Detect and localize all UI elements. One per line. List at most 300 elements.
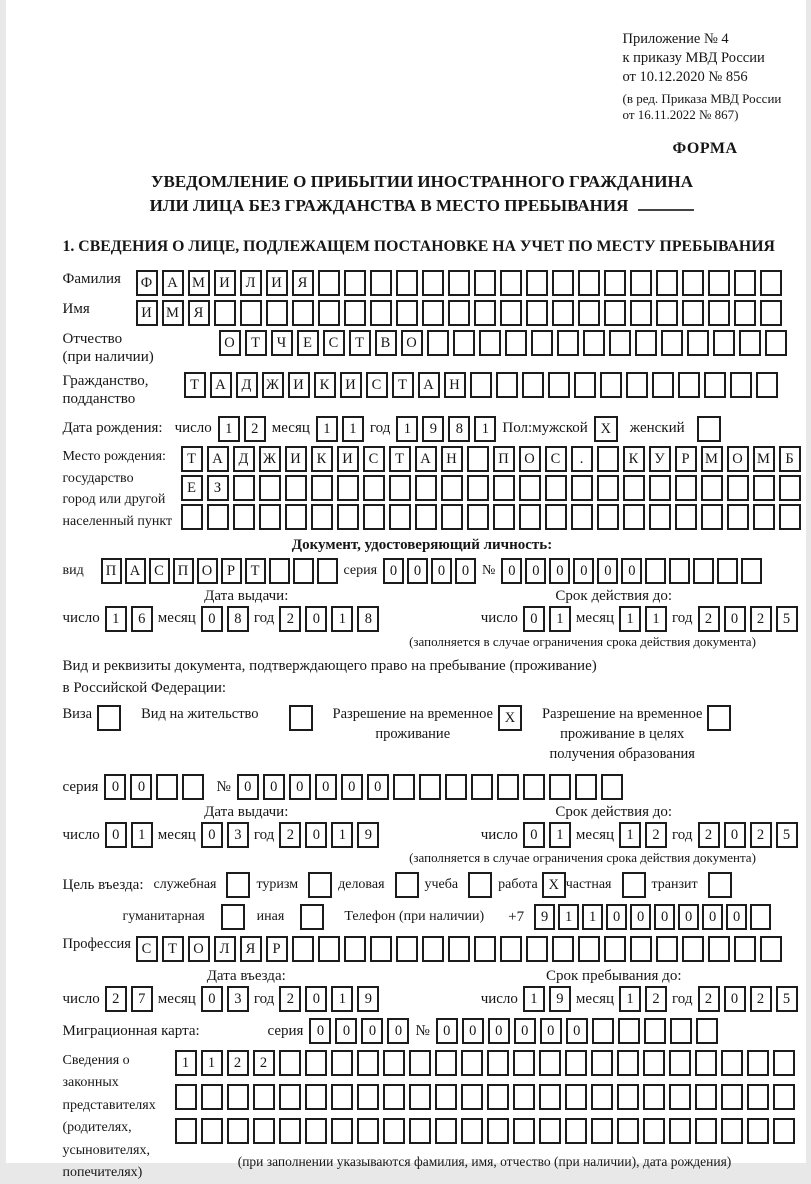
char-box[interactable]: Д [236,372,258,398]
temp-residence-checkbox[interactable]: X [498,705,522,731]
char-box[interactable] [701,475,723,501]
char-box[interactable] [696,1018,718,1044]
char-box[interactable] [600,372,622,398]
char-box[interactable]: 1 [582,904,603,930]
char-box[interactable] [592,1018,614,1044]
char-box[interactable]: 0 [289,774,311,800]
char-box[interactable] [448,936,470,962]
char-box[interactable]: Б [779,446,801,472]
char-box[interactable] [747,1050,769,1076]
char-box[interactable] [773,1118,795,1144]
char-box[interactable]: 1 [316,416,338,442]
char-box[interactable]: Р [221,558,242,584]
char-box[interactable] [496,372,518,398]
char-box[interactable] [519,504,541,530]
char-box[interactable] [467,446,489,472]
char-box[interactable] [311,475,333,501]
char-box[interactable] [630,936,652,962]
char-box[interactable] [727,504,749,530]
char-box[interactable] [565,1084,587,1110]
char-box[interactable] [583,330,605,356]
char-box[interactable] [708,300,730,326]
char-box[interactable] [635,330,657,356]
char-box[interactable] [279,1084,301,1110]
char-box[interactable] [741,558,762,584]
char-box[interactable]: 0 [525,558,546,584]
purpose-transit-checkbox[interactable] [708,872,732,898]
char-box[interactable] [717,558,738,584]
char-box[interactable]: Д [233,446,255,472]
char-box[interactable] [695,1084,717,1110]
char-box[interactable] [383,1084,405,1110]
char-box[interactable]: 1 [331,822,353,848]
char-box[interactable]: 0 [201,822,223,848]
char-box[interactable] [578,270,600,296]
char-box[interactable] [597,504,619,530]
char-box[interactable]: З [207,475,229,501]
char-box[interactable]: 9 [534,904,555,930]
char-box[interactable]: 1 [342,416,364,442]
char-box[interactable] [467,475,489,501]
char-box[interactable] [526,300,548,326]
char-box[interactable] [721,1118,743,1144]
char-box[interactable]: Е [297,330,319,356]
char-box[interactable] [565,1050,587,1076]
char-box[interactable]: О [519,446,541,472]
char-box[interactable]: 0 [724,986,746,1012]
char-box[interactable]: Я [188,300,210,326]
char-box[interactable] [448,300,470,326]
visa-checkbox[interactable] [97,705,121,731]
char-box[interactable] [626,372,648,398]
char-box[interactable] [331,1118,353,1144]
char-box[interactable]: 5 [776,822,798,848]
char-box[interactable] [493,504,515,530]
char-box[interactable]: Я [292,270,314,296]
char-box[interactable]: И [285,446,307,472]
char-box[interactable] [370,270,392,296]
char-box[interactable] [747,1118,769,1144]
char-box[interactable] [214,300,236,326]
char-box[interactable] [435,1084,457,1110]
char-box[interactable]: 0 [309,1018,331,1044]
char-box[interactable] [292,936,314,962]
char-box[interactable] [474,936,496,962]
char-box[interactable] [617,1118,639,1144]
char-box[interactable] [756,372,778,398]
char-box[interactable]: 1 [549,822,571,848]
char-box[interactable] [591,1050,613,1076]
char-box[interactable]: 0 [621,558,642,584]
char-box[interactable] [285,504,307,530]
char-box[interactable] [240,300,262,326]
char-box[interactable] [604,936,626,962]
char-box[interactable] [675,504,697,530]
char-box[interactable]: 3 [227,986,249,1012]
char-box[interactable] [285,475,307,501]
char-box[interactable]: И [266,270,288,296]
char-box[interactable] [409,1084,431,1110]
char-box[interactable] [617,1084,639,1110]
char-box[interactable]: 0 [387,1018,409,1044]
char-box[interactable]: 0 [341,774,363,800]
char-box[interactable]: 0 [104,774,126,800]
char-box[interactable]: 0 [305,606,327,632]
char-box[interactable] [409,1118,431,1144]
char-box[interactable] [453,330,475,356]
char-box[interactable] [422,270,444,296]
char-box[interactable] [445,774,467,800]
char-box[interactable] [649,504,671,530]
char-box[interactable] [233,504,255,530]
char-box[interactable] [318,936,340,962]
char-box[interactable]: 0 [523,822,545,848]
char-box[interactable]: 2 [279,606,301,632]
char-box[interactable] [389,475,411,501]
char-box[interactable]: 0 [523,606,545,632]
char-box[interactable]: Т [181,446,203,472]
char-box[interactable] [441,475,463,501]
char-box[interactable]: 2 [279,822,301,848]
char-box[interactable]: 1 [131,822,153,848]
char-box[interactable] [435,1118,457,1144]
char-box[interactable]: 0 [488,1018,510,1044]
char-box[interactable]: И [337,446,359,472]
char-box[interactable] [539,1118,561,1144]
char-box[interactable]: С [366,372,388,398]
char-box[interactable] [630,270,652,296]
purpose-business-checkbox[interactable] [395,872,419,898]
residence-permit-checkbox[interactable] [289,705,313,731]
char-box[interactable] [344,300,366,326]
char-box[interactable]: О [219,330,241,356]
char-box[interactable] [656,270,678,296]
char-box[interactable] [578,936,600,962]
char-box[interactable] [207,504,229,530]
char-box[interactable] [708,936,730,962]
char-box[interactable]: С [545,446,567,472]
char-box[interactable]: С [136,936,158,962]
char-box[interactable]: Т [245,558,266,584]
char-box[interactable]: 1 [645,606,667,632]
char-box[interactable] [293,558,314,584]
char-box[interactable] [419,774,441,800]
char-box[interactable] [175,1118,197,1144]
char-box[interactable]: 0 [540,1018,562,1044]
char-box[interactable]: 9 [422,416,444,442]
char-box[interactable] [253,1118,275,1144]
char-box[interactable]: 0 [455,558,476,584]
char-box[interactable]: 1 [396,416,418,442]
char-box[interactable]: 2 [227,1050,249,1076]
char-box[interactable]: 2 [750,606,772,632]
char-box[interactable] [734,270,756,296]
char-box[interactable] [363,504,385,530]
char-box[interactable]: 1 [549,606,571,632]
char-box[interactable] [513,1118,535,1144]
char-box[interactable]: О [727,446,749,472]
char-box[interactable] [656,936,678,962]
char-box[interactable]: 0 [597,558,618,584]
char-box[interactable] [344,270,366,296]
char-box[interactable] [539,1050,561,1076]
char-box[interactable] [331,1084,353,1110]
char-box[interactable] [422,300,444,326]
char-box[interactable]: 0 [549,558,570,584]
char-box[interactable] [415,475,437,501]
char-box[interactable]: 1 [175,1050,197,1076]
char-box[interactable] [441,504,463,530]
char-box[interactable] [545,475,567,501]
purpose-official-checkbox[interactable] [226,872,250,898]
char-box[interactable] [259,475,281,501]
char-box[interactable]: 0 [305,986,327,1012]
char-box[interactable] [591,1084,613,1110]
char-box[interactable] [678,372,700,398]
char-box[interactable] [682,270,704,296]
char-box[interactable] [370,936,392,962]
char-box[interactable]: С [149,558,170,584]
char-box[interactable]: И [340,372,362,398]
char-box[interactable]: 0 [431,558,452,584]
char-box[interactable] [760,270,782,296]
temp-residence-education-checkbox[interactable] [707,705,731,731]
char-box[interactable] [461,1050,483,1076]
char-box[interactable]: 0 [361,1018,383,1044]
char-box[interactable] [597,446,619,472]
char-box[interactable] [427,330,449,356]
char-box[interactable] [279,1118,301,1144]
char-box[interactable]: В [375,330,397,356]
char-box[interactable] [357,1050,379,1076]
char-box[interactable]: 2 [105,986,127,1012]
char-box[interactable]: А [125,558,146,584]
char-box[interactable] [487,1084,509,1110]
char-box[interactable] [656,300,678,326]
char-box[interactable] [669,1118,691,1144]
char-box[interactable]: С [363,446,385,472]
char-box[interactable] [773,1050,795,1076]
char-box[interactable] [623,475,645,501]
char-box[interactable]: Е [181,475,203,501]
char-box[interactable] [644,1018,666,1044]
char-box[interactable]: Ф [136,270,158,296]
char-box[interactable] [474,300,496,326]
char-box[interactable] [337,475,359,501]
char-box[interactable]: 1 [201,1050,223,1076]
char-box[interactable] [730,372,752,398]
char-box[interactable] [704,372,726,398]
char-box[interactable]: Ж [259,446,281,472]
char-box[interactable] [545,504,567,530]
char-box[interactable] [383,1118,405,1144]
char-box[interactable] [739,330,761,356]
male-checkbox[interactable]: X [594,416,618,442]
char-box[interactable]: П [101,558,122,584]
char-box[interactable]: 1 [558,904,579,930]
char-box[interactable] [448,270,470,296]
char-box[interactable] [393,774,415,800]
char-box[interactable] [227,1118,249,1144]
char-box[interactable] [669,1050,691,1076]
char-box[interactable]: А [207,446,229,472]
char-box[interactable] [461,1118,483,1144]
char-box[interactable] [721,1084,743,1110]
purpose-tourism-checkbox[interactable] [308,872,332,898]
char-box[interactable] [750,904,771,930]
char-box[interactable]: 8 [448,416,470,442]
char-box[interactable]: Т [389,446,411,472]
char-box[interactable]: И [214,270,236,296]
char-box[interactable] [623,504,645,530]
char-box[interactable]: 0 [678,904,699,930]
char-box[interactable]: Р [675,446,697,472]
char-box[interactable] [643,1050,665,1076]
char-box[interactable]: 0 [573,558,594,584]
char-box[interactable] [687,330,709,356]
char-box[interactable]: 2 [698,986,720,1012]
char-box[interactable] [266,300,288,326]
char-box[interactable]: 1 [619,822,641,848]
char-box[interactable]: 0 [606,904,627,930]
char-box[interactable] [753,504,775,530]
char-box[interactable]: 0 [514,1018,536,1044]
char-box[interactable]: 0 [315,774,337,800]
char-box[interactable] [253,1084,275,1110]
char-box[interactable]: 3 [227,822,249,848]
char-box[interactable]: 2 [750,822,772,848]
char-box[interactable]: У [649,446,671,472]
char-box[interactable] [396,300,418,326]
char-box[interactable]: 2 [244,416,266,442]
purpose-private-checkbox[interactable] [622,872,646,898]
char-box[interactable]: 2 [645,986,667,1012]
char-box[interactable] [779,504,801,530]
char-box[interactable] [695,1050,717,1076]
char-box[interactable]: 0 [702,904,723,930]
char-box[interactable]: 0 [105,822,127,848]
char-box[interactable] [344,936,366,962]
char-box[interactable] [370,300,392,326]
char-box[interactable] [604,300,626,326]
char-box[interactable] [701,504,723,530]
char-box[interactable] [609,330,631,356]
char-box[interactable] [396,936,418,962]
char-box[interactable] [470,372,492,398]
char-box[interactable]: Л [240,270,262,296]
char-box[interactable] [557,330,579,356]
char-box[interactable] [526,270,548,296]
char-box[interactable] [571,504,593,530]
char-box[interactable] [571,475,593,501]
char-box[interactable]: О [401,330,423,356]
char-box[interactable] [396,270,418,296]
char-box[interactable] [552,936,574,962]
char-box[interactable] [727,475,749,501]
char-box[interactable]: 0 [726,904,747,930]
char-box[interactable]: 2 [698,606,720,632]
char-box[interactable]: И [288,372,310,398]
char-box[interactable]: 0 [462,1018,484,1044]
char-box[interactable] [591,1118,613,1144]
char-box[interactable] [292,300,314,326]
char-box[interactable]: 0 [724,822,746,848]
char-box[interactable]: М [701,446,723,472]
char-box[interactable] [357,1084,379,1110]
char-box[interactable] [435,1050,457,1076]
char-box[interactable] [652,372,674,398]
char-box[interactable] [669,1084,691,1110]
char-box[interactable] [357,1118,379,1144]
char-box[interactable] [548,372,570,398]
char-box[interactable]: 8 [357,606,379,632]
char-box[interactable] [693,558,714,584]
char-box[interactable] [513,1084,535,1110]
char-box[interactable] [618,1018,640,1044]
char-box[interactable] [269,558,290,584]
char-box[interactable]: А [418,372,440,398]
char-box[interactable] [526,936,548,962]
char-box[interactable]: 0 [724,606,746,632]
char-box[interactable] [523,774,545,800]
char-box[interactable] [549,774,571,800]
char-box[interactable] [311,504,333,530]
char-box[interactable]: М [162,300,184,326]
char-box[interactable] [760,936,782,962]
char-box[interactable]: 1 [523,986,545,1012]
char-box[interactable] [500,936,522,962]
char-box[interactable] [383,1050,405,1076]
char-box[interactable]: 0 [335,1018,357,1044]
char-box[interactable] [233,475,255,501]
char-box[interactable] [467,504,489,530]
char-box[interactable] [753,475,775,501]
char-box[interactable]: Т [245,330,267,356]
char-box[interactable] [505,330,527,356]
char-box[interactable] [305,1084,327,1110]
char-box[interactable]: 1 [331,606,353,632]
char-box[interactable] [318,300,340,326]
purpose-study-checkbox[interactable] [468,872,492,898]
char-box[interactable]: Н [441,446,463,472]
char-box[interactable]: А [415,446,437,472]
char-box[interactable] [661,330,683,356]
char-box[interactable] [415,504,437,530]
char-box[interactable] [497,774,519,800]
char-box[interactable] [713,330,735,356]
char-box[interactable]: 8 [227,606,249,632]
char-box[interactable] [552,300,574,326]
char-box[interactable]: М [188,270,210,296]
char-box[interactable]: 0 [566,1018,588,1044]
char-box[interactable]: А [162,270,184,296]
char-box[interactable] [479,330,501,356]
char-box[interactable] [695,1118,717,1144]
char-box[interactable]: 1 [474,416,496,442]
char-box[interactable]: 2 [698,822,720,848]
char-box[interactable]: 0 [501,558,522,584]
char-box[interactable]: Ж [262,372,284,398]
char-box[interactable]: 5 [776,986,798,1012]
char-box[interactable]: М [753,446,775,472]
char-box[interactable]: И [136,300,158,326]
char-box[interactable]: 0 [201,606,223,632]
char-box[interactable] [227,1084,249,1110]
char-box[interactable] [760,300,782,326]
char-box[interactable]: 2 [279,986,301,1012]
char-box[interactable] [500,270,522,296]
char-box[interactable]: 0 [436,1018,458,1044]
